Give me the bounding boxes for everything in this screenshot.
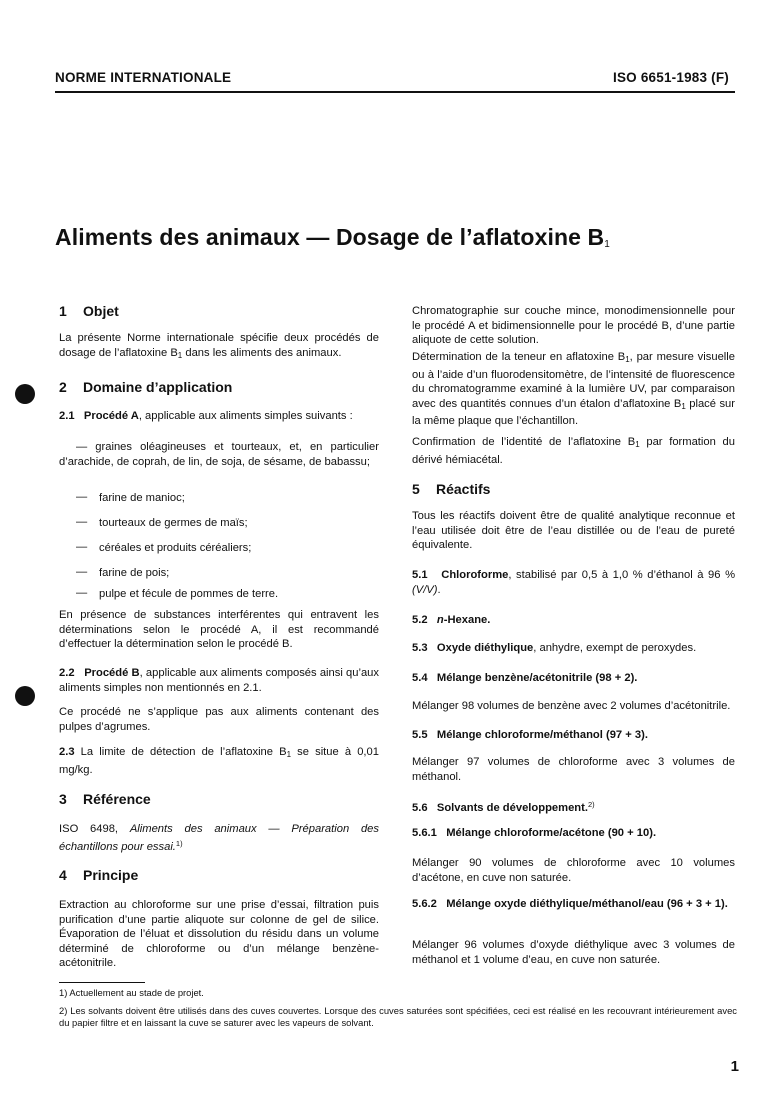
section-5-heading: 5 Réactifs — [412, 481, 491, 497]
header-right: ISO 6651-1983 (F) — [613, 70, 729, 85]
clause-2-1: 2.1 Procédé A, applicable aux aliments simples suivants : — [59, 410, 353, 422]
page-number: 1 — [730, 1058, 739, 1075]
confirmation-paragraph: Confirmation de l’identité de l’aflatoxine $B_1$ par formation du dérivé hémiacétal. — [412, 436, 735, 466]
reagent-5-2: 5.2 n-Hexane. — [412, 614, 491, 626]
reference-text: ISO 6498, Aliments des animaux — Préparation des échantillons pour essai.$^{1)}$ — [59, 823, 379, 853]
reagent-5-4-text: Mélanger 98 volumes de benzène avec 2 volumes d’acétonitrile. — [412, 700, 731, 712]
dash: — — [76, 491, 88, 503]
list-item-graines: — graines oléagineuses et tourteaux, et, en particulier d’arachide, de coprah, de lin, de soja, de sésame, de babassu; — [59, 441, 379, 468]
presence-paragraph: En présence de substances interférentes qui entravent les déterminations selon le procédé A, il est recommandé d’effectuer la détermination selon le procédé B. — [59, 609, 379, 651]
dash: — — [76, 587, 88, 599]
list-item: pulpe et fécule de pommes de terre. — [99, 588, 279, 600]
dash: — — [76, 541, 88, 553]
clause-2-2: 2.2 Procédé B, applicable aux aliments composés ainsi qu’aux aliments simples non mentionnés en 2.1. — [59, 667, 379, 694]
section-2-heading: 2 Domaine d’application — [59, 379, 233, 395]
reagent-5-1: 5.1 Chloroforme, stabilisé par 0,5 à 1,0 % d’éthanol à 96 % (V/V). — [412, 569, 736, 596]
reagent-5-6-2: 5.6.2 Mélange oxyde diéthylique/méthanol/eau (96 + 3 + 1). — [412, 898, 728, 910]
list-item: céréales et produits céréaliers; — [99, 542, 252, 554]
reagent-5-5-text: Mélanger 97 volumes de chloroforme avec 3 volumes de méthanol. — [412, 756, 735, 783]
punch-hole-top — [15, 384, 35, 404]
reagent-5-5: 5.5 Mélange chloroforme/méthanol (97 + 3). — [412, 729, 648, 741]
header-rule — [55, 91, 735, 93]
reagent-5-6-1: 5.6.1 Mélange chloroforme/acétone (90 + 10). — [412, 827, 657, 839]
title-subscript: 1 — [604, 239, 610, 250]
reactifs-paragraph: Tous les réactifs doivent être de qualité analytique reconnue et l’eau utilisée doit être de l’eau distillée ou de l’eau de pureté équivalente. — [412, 510, 735, 552]
list-item: farine de pois; — [99, 567, 170, 579]
list-item: tourteaux de germes de maïs; — [99, 517, 248, 529]
clause-2-3: 2.3 La limite de détection de l’aflatoxine $B_1$ se situe à 0,01 mg/kg. — [59, 746, 379, 776]
header-left: NORME INTERNATIONALE — [55, 70, 232, 85]
reagent-5-6: 5.6 Solvants de développement.$^{2)}$ — [412, 800, 595, 814]
reagent-5-4: 5.4 Mélange benzène/acétonitrile (98 + 2). — [412, 672, 638, 684]
principe-paragraph: Extraction au chloroforme sur une prise d’essai, filtration puis purification d’une partie aliquote sur colonne de gel de silice. Évaporation de l’éluat et dissolution du résidu dans un volume déterminé de chloroforme ou d’un mélange benzène-acétonitrile. — [59, 899, 379, 970]
punch-hole-bottom — [15, 686, 35, 706]
reagent-5-6-2-text: Mélanger 96 volumes d’oxyde diéthylique avec 3 volumes de méthanol et 1 volume d’eau, en cuve non saturée. — [412, 939, 735, 966]
reagent-5-6-1-text: Mélanger 90 volumes de chloroforme avec 10 volumes d’acétone, en cuve non saturée. — [412, 857, 735, 884]
footnote-1: 1) Actuellement au stade de projet. — [59, 987, 204, 998]
dash: — — [76, 566, 88, 578]
agrumes-paragraph: Ce procédé ne s’applique pas aux aliments contenant des pulpes d’agrumes. — [59, 706, 379, 733]
section-4-heading: 4 Principe — [59, 867, 139, 883]
section-3-heading: 3 Référence — [59, 791, 151, 807]
list-item: farine de manioc; — [99, 492, 185, 504]
title-main: Aliments des animaux — Dosage de l’aflatoxine B — [55, 224, 605, 250]
section-1-text: La présente Norme internationale spécifie deux procédés de dosage de l’aflatoxine $B_1$ dans les aliments des animaux. — [59, 332, 379, 360]
chromatographie-paragraph: Chromatographie sur couche mince, monodimensionnelle pour le procédé A et bidimensionnelle pour le procédé B, d’une partie aliquote de cette solution. — [412, 305, 735, 347]
reagent-5-3: 5.3 Oxyde diéthylique, anhydre, exempt de peroxydes. — [412, 642, 697, 654]
dash: — — [76, 516, 88, 528]
footnote-rule — [59, 982, 145, 983]
section-1-heading: 1 Objet — [59, 303, 119, 319]
page-title — [55, 224, 610, 251]
determination-paragraph: Détermination de la teneur en aflatoxine $B_1$, par mesure visuelle ou à l’aide d’un fluorodensitomètre, de l’intensité de fluorescence du chromatogramme examiné à la lumière UV, par comparaison avec des quantités connues d’un étalon d’aflatoxine $B_1$ placé sur la même plaque que l’échantillon. — [412, 351, 735, 428]
footnote-2: 2) Les solvants doivent être utilisés dans des cuves couvertes. Lorsque des cuves saturées sont spécifiées, ceci est réalisé en les recouvrant intérieurement avec du papier filtre et en laissant la cuve se saturer avec les vapeurs de solvant. — [59, 1005, 737, 1029]
